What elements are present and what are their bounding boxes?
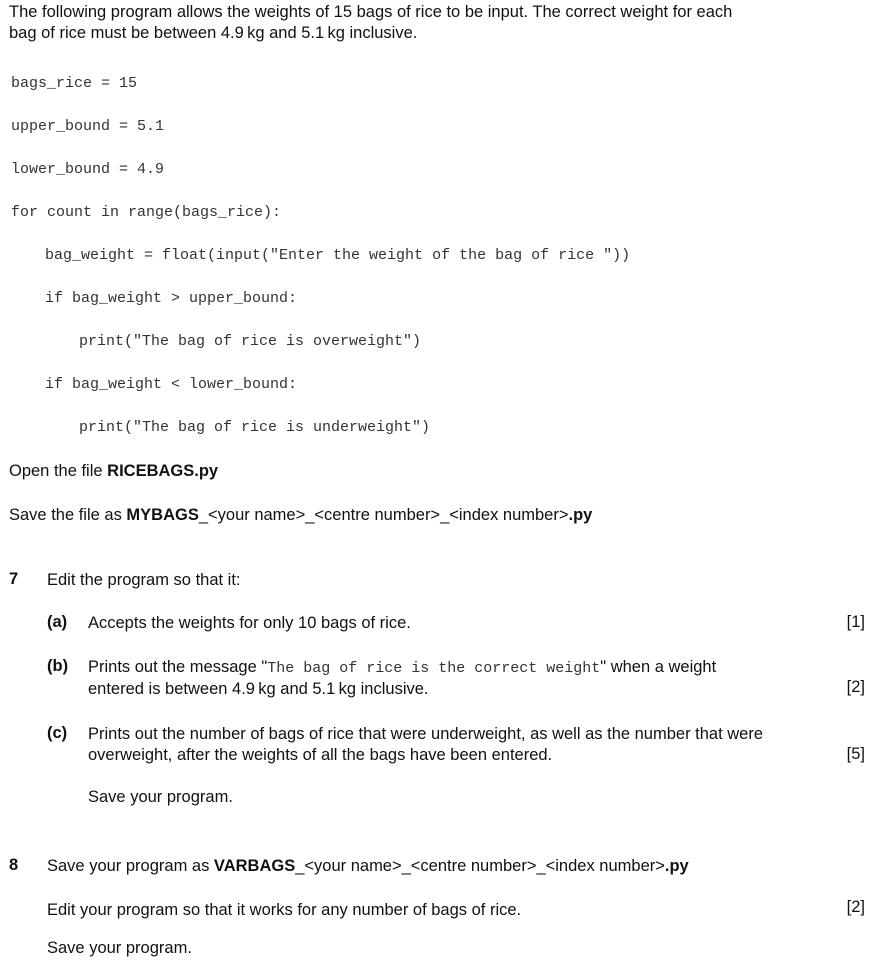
part-c-label: (c)	[47, 724, 68, 742]
question-7-number: 7	[9, 570, 19, 588]
part-b-label: (b)	[47, 657, 69, 675]
part-b-mark: [2]	[846, 678, 865, 696]
varbags-file-name: VARBAGS	[213, 857, 296, 875]
part-c-text: Prints out the number of bags of rice that were underweight, as well as the number that were overweight, after the weights of all the bags have been entered.	[88, 725, 764, 764]
question-8-save-as: Save your program as VARBAGS_<your name>_<centre number>_<index number>.py	[47, 857, 689, 875]
code-line-3: lower_bound = 4.9	[11, 161, 165, 178]
part-c-mark: [5]	[846, 745, 865, 763]
part-a-text: Accepts the weights for only 10 bags of rice.	[88, 614, 411, 632]
save-file-name: MYBAGS	[126, 506, 199, 524]
code-line-1: bags_rice = 15	[11, 75, 138, 92]
intro-line-1: The following program allows the weights of 15 bags of rice to be input. The correct weight for each	[9, 3, 733, 21]
question-8-mark: [2]	[846, 898, 865, 916]
part-a-label: (a)	[47, 613, 68, 631]
code-line-5: bag_weight = float(input("Enter the weight of the bag of rice "))	[45, 247, 631, 264]
code-line-7: print("The bag of rice is overweight")	[79, 333, 422, 350]
question-8-number: 8	[9, 856, 19, 874]
question-8-edit: Edit your program so that it works for any number of bags of rice.	[47, 901, 522, 919]
part-b-text: Prints out the message "The bag of rice is the correct weight" when a weight entered is between 4.9 kg and 5.1 kg inclusive.	[88, 658, 717, 698]
code-line-6: if bag_weight > upper_bound:	[45, 290, 298, 307]
question-8-save: Save your program.	[47, 939, 192, 957]
intro-paragraph	[9, 2, 869, 44]
code-line-8: if bag_weight < lower_bound:	[45, 376, 298, 393]
save-file-instruction: Save the file as MYBAGS_<your name>_<centre number>_<index number>.py	[9, 506, 593, 524]
open-file-name: RICEBAGS.py	[107, 462, 219, 480]
code-line-2: upper_bound = 5.1	[11, 118, 165, 135]
intro-line-2: bag of rice must be between 4.9 kg and 5.1 kg inclusive.	[9, 24, 418, 42]
open-file-instruction: Open the file RICEBAGS.py	[9, 462, 219, 480]
code-line-4: for count in range(bags_rice):	[11, 204, 282, 221]
question-7-stem: Edit the program so that it:	[47, 571, 241, 589]
code-line-9: print("The bag of rice is underweight")	[79, 419, 431, 436]
question-7-save: Save your program.	[88, 788, 233, 806]
part-a-mark: [1]	[846, 613, 865, 631]
correct-weight-message: The bag of rice is the correct weight	[267, 660, 601, 677]
